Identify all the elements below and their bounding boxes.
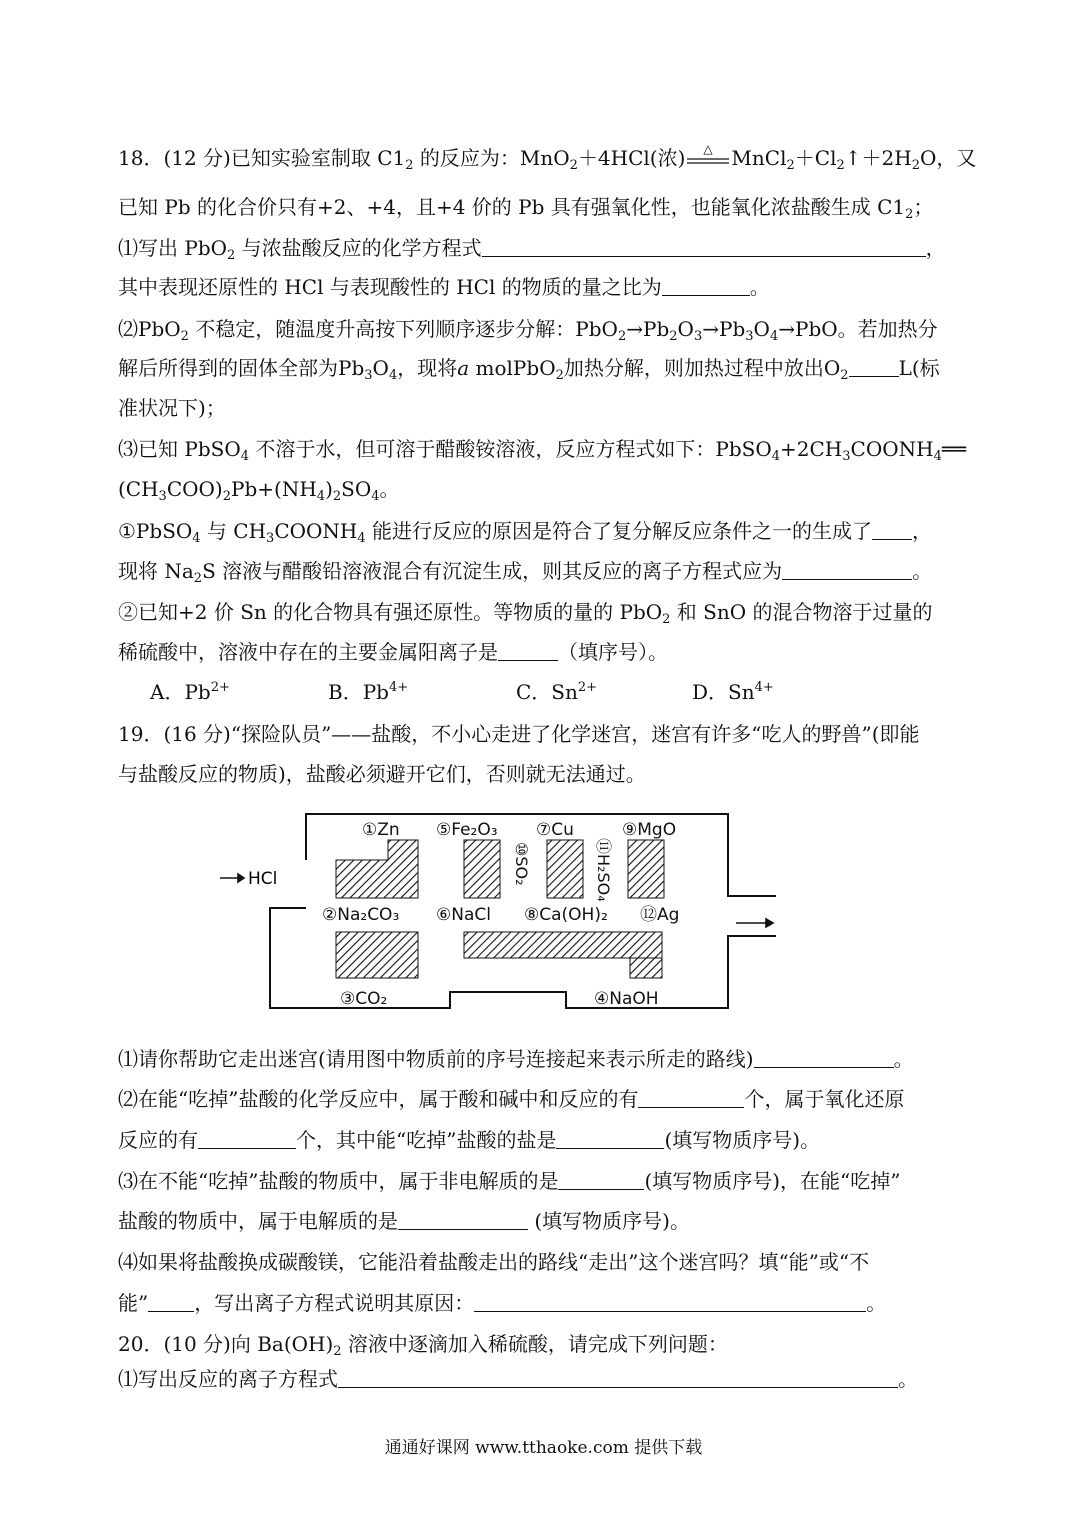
- answer-blank-electrolyte[interactable]: [398, 1211, 528, 1230]
- heat-symbol: △: [703, 143, 714, 156]
- page-footer: 通通好课网 www.tthaoke.com 提供下载: [384, 1438, 703, 1458]
- maze-label-nacl: ⑥NaCl: [436, 905, 491, 925]
- maze-label-co2: ③CO₂: [340, 989, 388, 1009]
- answer-blank-p2-volume[interactable]: [849, 358, 899, 377]
- answer-blank-ionic-reason[interactable]: [474, 1293, 866, 1312]
- maze-entry-label: HCl: [248, 869, 278, 889]
- answer-blank-q20-ionic[interactable]: [338, 1369, 898, 1388]
- answer-blank-route[interactable]: [754, 1049, 894, 1068]
- q18-part3-line2: $(CH_3COO)_2Pb+(NH_4)_2SO_4$。: [118, 477, 400, 504]
- q20-part1: ⑴写出反应的离子方程式 。: [118, 1367, 918, 1391]
- q18-part1: ⑴写出 PbO$_2$ 与浓盐酸反应的化学方程式 ，: [118, 236, 946, 263]
- reaction-condition-heat: [685, 143, 731, 169]
- q18-part3-2: ②已知+2 价 Sn 的化合物具有强还原性。等物质的量的 PbO$_2$ 和 SnO 的混合物溶于过量的: [118, 600, 933, 627]
- answer-blank-can-exit[interactable]: [148, 1293, 194, 1312]
- q18-heading: 18．(12 分)已知实验室制取 $C1_2$ 的反应为：MnO$_2$＋4HCl(浓) △ $MnCl_2+Cl_2↑+2H_2O$，又: [118, 143, 977, 173]
- q19-sub4: ⑷如果将盐酸换成碳酸镁，它能沿着盐酸走出的路线“走出”这个迷宫吗？填“能”或“不: [118, 1250, 870, 1274]
- q18-part1-line2: 其中表现还原性的 HCl 与表现酸性的 HCl 的物质的量之比为 。: [118, 275, 770, 299]
- answer-blank-salt[interactable]: [556, 1130, 664, 1149]
- q19-intro-line1: 19．(16 分)“探险队员”——盐酸，不小心走进了化学迷宫，迷宫有许多“吃人的野兽”(即能: [118, 722, 920, 746]
- maze-label-caoh2: ⑧Ca(OH)₂: [524, 905, 608, 925]
- maze-diagram: [210, 808, 810, 1018]
- answer-blank-p3-1-reason[interactable]: [872, 521, 912, 540]
- q20-heading: 20．(10 分)向 $Ba(OH)_2$ 溶液中逐滴加入稀硫酸，请完成下列问题：: [118, 1332, 728, 1359]
- q18-part2-line2: 解后所得到的固体全部为$Pb_3O_4$，现将a molPbO$_2$加热分解，则加热过程中放出$O_2$ L(标: [118, 356, 940, 383]
- maze-label-fe2o3: ⑤Fe₂O₃: [436, 820, 498, 840]
- option-a[interactable]: A．$Pb^{2+}$: [150, 680, 230, 704]
- maze-label-cu: ⑦Cu: [536, 820, 574, 840]
- q18-part3: ⑶已知 PbSO$_4$ 不溶于水，但可溶于醋酸铵溶液，反应方程式如下：$PbSO_4+2CH_3COONH_4══$: [118, 437, 966, 464]
- answer-blank-nonelectrolyte[interactable]: [558, 1171, 644, 1190]
- answer-blank-p3-1-ionic[interactable]: [782, 561, 912, 580]
- q19-sub1: ⑴请你帮助它走出迷宫(请用图中物质前的序号连接起来表示所走的路线) 。: [118, 1047, 914, 1071]
- maze-label-na2co3: ②Na₂CO₃: [322, 905, 400, 925]
- maze-entry-arrow: [220, 874, 244, 882]
- q19-intro-line2: 与盐酸反应的物质)，盐酸必须避开它们，否则就无法通过。: [118, 762, 646, 786]
- option-c[interactable]: C．$Sn^{2+}$: [516, 680, 598, 704]
- maze-label-so2: ⑩SO₂: [512, 842, 531, 886]
- q18-part3-1: ①PbSO$_4$ 与 $CH_3COONH_4$ 能进行反应的原因是符合了复分解反应条件之一的生成了 ，: [118, 519, 933, 546]
- q19-sub2-line2: 反应的有 个，其中能“吃掉”盐酸的盐是 (填写物质序号)。: [118, 1128, 821, 1152]
- maze-label-zn: ①Zn: [362, 820, 400, 840]
- q18-part2: ⑵PbO$_2$ 不稳定，随温度升高按下列顺序逐步分解：$PbO_2\to Pb_2O_3\to Pb_3O_4\to PbO$。若加热分: [118, 317, 938, 344]
- option-d[interactable]: D．$Sn^{4+}$: [692, 680, 774, 704]
- maze-label-mgo: ⑨MgO: [622, 820, 677, 840]
- answer-blank-neutralization-count[interactable]: [638, 1089, 744, 1108]
- q19-sub2: ⑵在能“吃掉”盐酸的化学反应中，属于酸和碱中和反应的有 个，属于氧化还原: [118, 1087, 905, 1111]
- q18-part3-1-line2: 现将 $Na_2S$ 溶液与醋酸铅溶液混合有沉淀生成，则其反应的离子方程式应为 。: [118, 559, 933, 586]
- q19-sub3-line2: 盐酸的物质中，属于电解质的是 (填写物质序号)。: [118, 1209, 690, 1233]
- answer-blank-redox-count[interactable]: [198, 1130, 296, 1149]
- maze-label-h2so4: ⑪H₂SO₄: [594, 838, 613, 902]
- maze-label-naoh: ④NaOH: [594, 989, 659, 1009]
- option-b[interactable]: B．$Pb^{4+}$: [328, 680, 409, 704]
- q19-sub3: ⑶在不能“吃掉”盐酸的物质中，属于非电解质的是 (填写物质序号)，在能“吃掉”: [118, 1169, 901, 1193]
- q18-line2: 已知 Pb 的化合价只有+2、+4，且+4 价的 Pb 具有强氧化性，也能氧化浓盐酸生成 $C1_2$；: [118, 195, 934, 222]
- answer-blank-p1-ratio[interactable]: [662, 277, 750, 296]
- answer-blank-p1-equation[interactable]: [482, 238, 926, 257]
- maze-label-ag: ⑫Ag: [640, 905, 680, 925]
- q18-part3-2-line2: 稀硫酸中，溶液中存在的主要金属阳离子是 （填序号）。: [118, 640, 668, 664]
- maze-exit-arrow: [736, 919, 773, 927]
- answer-blank-p3-2-ions[interactable]: [498, 642, 558, 661]
- q18-part2-line3: 准状况下)；: [118, 396, 226, 420]
- q19-sub4-line2: 能” ，写出离子方程式说明其原因： 。: [118, 1291, 887, 1315]
- q18-heading-text: 18．(12 分)已知实验室制取 C1: [118, 146, 406, 170]
